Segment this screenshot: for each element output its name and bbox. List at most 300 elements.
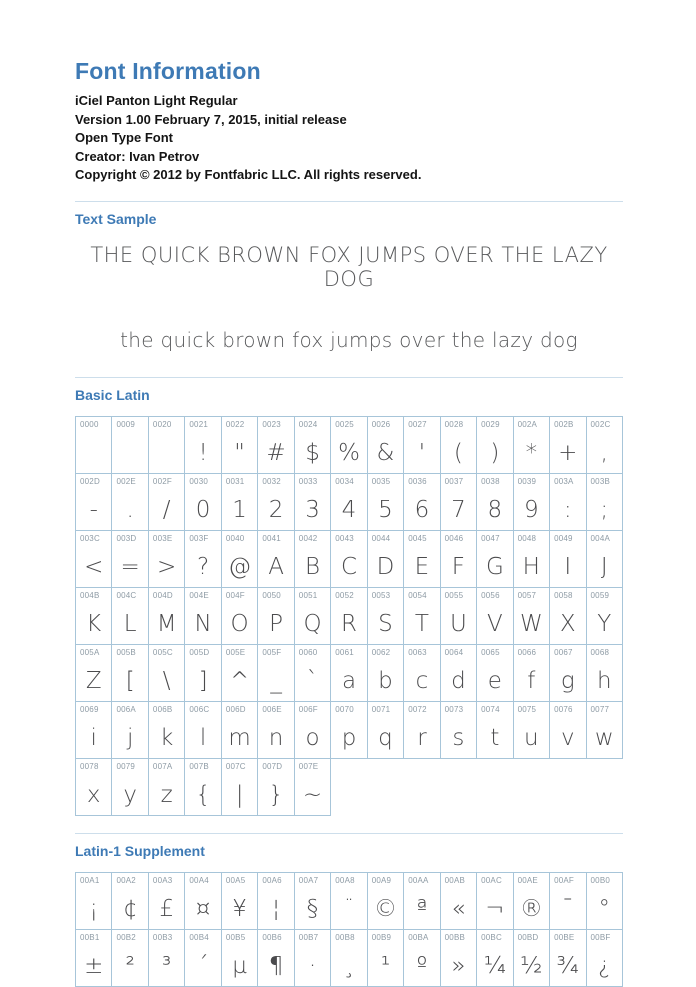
codepoint-label: 0029	[481, 419, 500, 429]
glyph-cell	[112, 930, 148, 987]
glyph-cell	[368, 531, 404, 588]
codepoint-label: 0057	[517, 590, 537, 600]
glyph: 8	[487, 496, 503, 523]
glyph-cell	[477, 645, 513, 702]
glyph: *	[525, 439, 538, 466]
codepoint-label: 0075	[517, 704, 537, 714]
glyph-cell	[441, 930, 477, 987]
codepoint-label: 0033	[298, 476, 318, 486]
glyph: B	[305, 553, 321, 580]
glyph-cell	[514, 645, 550, 702]
glyph-cell	[587, 702, 623, 759]
glyph: ¸	[343, 952, 355, 979]
page-title: Font Information	[75, 58, 261, 84]
glyph: ¾	[556, 952, 579, 979]
glyph-cell	[550, 645, 586, 702]
codepoint-label: 0043	[335, 533, 354, 543]
glyph-cell	[295, 645, 331, 702]
glyph-cell	[295, 930, 331, 987]
glyph-cell	[441, 645, 477, 702]
glyph: {	[195, 781, 211, 808]
glyph-cell	[76, 645, 112, 702]
sample-text-uppercase: THE QUICK BROWN FOX JUMPS OVER THE LAZY DOG	[90, 242, 608, 291]
glyph: ¹	[380, 952, 391, 979]
glyph: C	[340, 553, 358, 580]
codepoint-label: 006D	[225, 704, 246, 714]
codepoint-label: 00A9	[371, 875, 392, 885]
glyph: M	[156, 610, 177, 637]
codepoint-label: 0066	[517, 647, 537, 657]
glyph: ¡	[89, 895, 99, 922]
glyph: -	[89, 496, 98, 523]
glyph: <	[84, 553, 104, 580]
glyph-cell	[112, 588, 148, 645]
codepoint-label: 007D	[262, 761, 283, 771]
glyph: )	[490, 439, 500, 466]
codepoint-label: 00B3	[152, 932, 173, 942]
glyph-cell	[587, 873, 623, 930]
glyph-cell	[587, 474, 623, 531]
glyph-cell	[295, 474, 331, 531]
codepoint-label: 0078	[80, 761, 99, 771]
glyph-cell	[149, 588, 185, 645]
glyph: !	[198, 439, 208, 466]
codepoint-label: 0067	[554, 647, 573, 657]
glyph-cell	[149, 873, 185, 930]
glyph: [	[125, 667, 135, 694]
glyph-cell	[514, 873, 550, 930]
codepoint-label: 0062	[371, 647, 391, 657]
glyph: =	[120, 553, 140, 580]
codepoint-label: 005B	[116, 647, 136, 657]
glyph: t	[490, 724, 500, 751]
glyph: ½	[520, 952, 543, 979]
glyph-cell	[404, 531, 440, 588]
glyph: °	[598, 895, 611, 922]
glyph: l	[199, 724, 207, 751]
glyph-cell	[368, 588, 404, 645]
glyph: Z	[85, 667, 102, 694]
codepoint-label: 00B9	[371, 932, 392, 942]
codepoint-label: 006F	[298, 704, 318, 714]
codepoint-label: 0056	[481, 590, 500, 600]
glyph: r	[417, 724, 427, 751]
codepoint-label: 006E	[262, 704, 282, 714]
glyph-cell	[185, 474, 221, 531]
glyph: ?	[197, 553, 210, 580]
glyph: f	[527, 667, 536, 694]
glyph-cell	[441, 873, 477, 930]
glyph-cell	[112, 702, 148, 759]
glyph: A	[268, 553, 284, 580]
glyph-cell	[550, 588, 586, 645]
glyph: ¥	[232, 895, 247, 922]
glyph-cell	[404, 873, 440, 930]
glyph-cell	[149, 702, 185, 759]
glyph: R	[341, 610, 357, 637]
glyph-cell	[441, 417, 477, 474]
codepoint-label: 00AA	[408, 875, 429, 885]
codepoint-label: 003A	[554, 476, 574, 486]
glyph-cell	[587, 645, 623, 702]
codepoint-label: 0058	[554, 590, 573, 600]
glyph: 0	[195, 496, 211, 523]
glyph-cell	[477, 702, 513, 759]
codepoint-label: 0061	[335, 647, 354, 657]
glyph: T	[414, 610, 429, 637]
codepoint-label: 0026	[371, 419, 391, 429]
glyph: S	[378, 610, 393, 637]
codepoint-label: 007C	[225, 761, 246, 771]
codepoint-label: 003C	[80, 533, 100, 543]
glyph: £	[159, 895, 174, 922]
codepoint-label: 00A6	[262, 875, 282, 885]
codepoint-label: 00B8	[335, 932, 355, 942]
glyph-cell	[258, 417, 294, 474]
codepoint-label: 005F	[262, 647, 282, 657]
codepoint-label: 0042	[298, 533, 318, 543]
glyph-cell	[258, 759, 294, 816]
glyph-cell	[295, 531, 331, 588]
glyph: &	[376, 439, 395, 466]
glyph: ;	[600, 496, 609, 523]
text-sample-heading: Text Sample	[75, 210, 157, 227]
glyph-cell	[76, 474, 112, 531]
glyph-cell	[550, 873, 586, 930]
glyph: ³	[162, 952, 172, 979]
glyph-cell	[185, 930, 221, 987]
glyph-cell	[149, 531, 185, 588]
codepoint-label: 0077	[590, 704, 610, 714]
glyph: x	[86, 781, 101, 808]
glyph: º	[416, 952, 428, 979]
codepoint-label: 0044	[371, 533, 391, 543]
glyph-cell	[112, 417, 148, 474]
glyph: ^	[229, 667, 250, 694]
glyph-cell	[477, 531, 513, 588]
codepoint-label: 0072	[408, 704, 427, 714]
glyph-cell	[331, 531, 367, 588]
codepoint-label: 00B6	[262, 932, 282, 942]
glyph-cell	[258, 873, 294, 930]
glyph: P	[269, 610, 283, 637]
glyph: '	[418, 439, 426, 466]
glyph: Q	[303, 610, 322, 637]
glyph: 3	[305, 496, 320, 523]
glyph-cell	[368, 645, 404, 702]
codepoint-label: 007A	[152, 761, 173, 771]
codepoint-label: 0037	[444, 476, 464, 486]
glyph-cell	[477, 474, 513, 531]
codepoint-label: 007B	[189, 761, 209, 771]
codepoint-label: 00B7	[298, 932, 319, 942]
font-name: iCiel Panton Light Regular	[75, 93, 238, 108]
glyph: I	[564, 553, 572, 580]
codepoint-label: 0049	[554, 533, 573, 543]
glyph-cell	[295, 588, 331, 645]
codepoint-label: 0035	[371, 476, 391, 486]
codepoint-label: 002A	[517, 419, 538, 429]
glyph: o	[305, 724, 320, 751]
basic-latin-glyph-table	[75, 416, 623, 816]
glyph: ¢	[122, 895, 138, 922]
codepoint-label: 0050	[262, 590, 281, 600]
glyph-cell	[404, 645, 440, 702]
glyph: ©	[373, 895, 397, 922]
codepoint-label: 0073	[444, 704, 464, 714]
codepoint-label: 00AC	[481, 875, 502, 885]
glyph-cell	[185, 588, 221, 645]
codepoint-label: 0071	[371, 704, 391, 714]
glyph: m	[228, 724, 251, 751]
glyph: %	[338, 439, 360, 466]
glyph: U	[449, 610, 467, 637]
codepoint-label: 0027	[408, 419, 427, 429]
glyph: 4	[341, 496, 357, 523]
glyph-cell	[441, 588, 477, 645]
glyph-cell	[404, 930, 440, 987]
glyph: "	[234, 439, 245, 466]
glyph-cell	[149, 645, 185, 702]
codepoint-label: 00B2	[116, 932, 136, 942]
glyph-cell	[550, 930, 586, 987]
glyph-cell	[368, 930, 404, 987]
glyph-cell	[76, 873, 112, 930]
glyph: :	[563, 496, 572, 523]
glyph: ·	[308, 952, 317, 979]
codepoint-label: 0040	[225, 533, 245, 543]
glyph-cell	[404, 588, 440, 645]
codepoint-label: 00B1	[80, 932, 100, 942]
codepoint-label: 0032	[262, 476, 281, 486]
glyph-cell	[222, 588, 258, 645]
glyph: +	[558, 439, 578, 466]
glyph: ®	[519, 895, 543, 922]
glyph: n	[268, 724, 284, 751]
codepoint-label: 005C	[152, 647, 173, 657]
codepoint-label: 0064	[444, 647, 464, 657]
codepoint-label: 0000	[80, 419, 99, 429]
codepoint-label: 00A4	[189, 875, 209, 885]
codepoint-label: 005E	[225, 647, 246, 657]
codepoint-label: 004F	[225, 590, 245, 600]
glyph-cell	[514, 474, 550, 531]
codepoint-label: 006B	[152, 704, 173, 714]
glyph-cell	[76, 930, 112, 987]
sample-text-lowercase: the quick brown fox jumps over the lazy dog	[120, 327, 578, 352]
codepoint-label: 0063	[408, 647, 427, 657]
glyph-cell	[514, 930, 550, 987]
glyph-cell	[258, 702, 294, 759]
font-type: Open Type Font	[75, 130, 173, 145]
glyph-cell	[222, 531, 258, 588]
glyph-cell	[404, 417, 440, 474]
glyph: G	[485, 553, 504, 580]
glyph: w	[594, 724, 614, 751]
glyph-cell	[149, 474, 185, 531]
glyph: L	[123, 610, 137, 637]
glyph: 2	[268, 496, 284, 523]
glyph: s	[452, 724, 465, 751]
glyph: X	[559, 610, 576, 637]
glyph: |	[235, 781, 244, 808]
glyph-cell	[295, 702, 331, 759]
glyph: u	[524, 724, 539, 751]
codepoint-label: 003F	[189, 533, 209, 543]
codepoint-label: 0020	[152, 419, 172, 429]
codepoint-label: 00A8	[335, 875, 355, 885]
glyph-cell	[222, 417, 258, 474]
glyph: ¿	[598, 952, 611, 979]
codepoint-label: 00BD	[517, 932, 539, 942]
codepoint-label: 0034	[335, 476, 354, 486]
glyph-cell	[112, 645, 148, 702]
codepoint-label: 00BF	[590, 932, 611, 942]
codepoint-label: 002F	[152, 476, 172, 486]
codepoint-label: 00A2	[116, 875, 136, 885]
glyph-cell	[368, 474, 404, 531]
codepoint-label: 00B5	[225, 932, 246, 942]
glyph-cell	[222, 474, 258, 531]
codepoint-label: 004D	[152, 590, 173, 600]
glyph-cell	[514, 702, 550, 759]
codepoint-label: 0045	[408, 533, 427, 543]
glyph: ±	[84, 952, 104, 979]
glyph-cell	[550, 531, 586, 588]
codepoint-label: 0054	[408, 590, 427, 600]
glyph-cell	[331, 930, 367, 987]
glyph: e	[487, 667, 502, 694]
codepoint-label: 0065	[481, 647, 500, 657]
glyph-cell	[258, 930, 294, 987]
glyph: ¶	[268, 952, 284, 979]
codepoint-label: 0046	[444, 533, 464, 543]
glyph-cell	[368, 873, 404, 930]
glyph-cell	[76, 702, 112, 759]
glyph-cell	[550, 417, 586, 474]
glyph: >	[157, 553, 177, 580]
glyph-cell	[112, 531, 148, 588]
glyph-cell	[295, 873, 331, 930]
codepoint-label: 003D	[116, 533, 137, 543]
glyph: Y	[597, 610, 612, 637]
glyph: N	[194, 610, 212, 637]
glyph-cell	[222, 873, 258, 930]
glyph-cell	[149, 759, 185, 816]
glyph: ²	[125, 952, 135, 979]
glyph-cell	[258, 645, 294, 702]
codepoint-label: 00A1	[80, 875, 100, 885]
glyph: z	[160, 781, 173, 808]
glyph: $	[305, 439, 320, 466]
glyph-cell	[368, 702, 404, 759]
codepoint-label: 0038	[481, 476, 500, 486]
codepoint-label: 0076	[554, 704, 573, 714]
font-creator: Creator: Ivan Petrov	[75, 148, 200, 164]
glyph-cell	[514, 417, 550, 474]
glyph-cell	[587, 417, 623, 474]
codepoint-label: 0074	[481, 704, 500, 714]
glyph: i	[90, 724, 97, 751]
glyph-cell	[514, 588, 550, 645]
glyph: ~	[302, 781, 323, 808]
glyph: K	[86, 610, 102, 637]
codepoint-label: 0048	[517, 533, 537, 543]
glyph-cell	[112, 474, 148, 531]
glyph-cell	[258, 474, 294, 531]
glyph: 5	[378, 496, 393, 523]
glyph: »	[451, 952, 466, 979]
glyph-cell	[222, 759, 258, 816]
glyph: §	[306, 895, 319, 922]
glyph: y	[123, 781, 137, 808]
glyph-cell	[477, 588, 513, 645]
glyph-cell	[222, 930, 258, 987]
glyph: p	[341, 724, 357, 751]
glyph: 7	[451, 496, 466, 523]
glyph: `	[306, 667, 319, 694]
glyph: v	[560, 724, 575, 751]
glyph: ¼	[483, 952, 506, 979]
codepoint-label: 00A3	[152, 875, 173, 885]
codepoint-label: 0070	[335, 704, 354, 714]
glyph-cell	[550, 474, 586, 531]
glyph: H	[522, 553, 540, 580]
codepoint-label: 006A	[116, 704, 136, 714]
glyph-cell	[441, 531, 477, 588]
glyph: j	[126, 724, 134, 751]
glyph: d	[451, 667, 466, 694]
glyph: ,	[600, 439, 608, 466]
glyph-cell	[441, 474, 477, 531]
glyph: 9	[524, 496, 539, 523]
glyph-cell	[185, 759, 221, 816]
codepoint-label: 007E	[298, 761, 319, 771]
codepoint-label: 00AF	[554, 875, 574, 885]
codepoint-label: 00A7	[298, 875, 319, 885]
glyph: ]	[198, 667, 208, 694]
glyph-cell	[477, 873, 513, 930]
glyph: O	[230, 610, 249, 637]
codepoint-label: 0021	[189, 419, 208, 429]
glyph: k	[159, 724, 174, 751]
codepoint-label: 003B	[590, 476, 611, 486]
glyph: h	[596, 667, 612, 694]
glyph-cell	[514, 531, 550, 588]
codepoint-label: 00BA	[408, 932, 429, 942]
codepoint-label: 004C	[116, 590, 137, 600]
glyph: }	[268, 781, 284, 808]
codepoint-label: 002B	[554, 419, 574, 429]
codepoint-label: 00BB	[444, 932, 466, 942]
codepoint-label: 00B4	[189, 932, 209, 942]
codepoint-label: 0051	[298, 590, 318, 600]
basic-latin-heading: Basic Latin	[75, 386, 150, 403]
glyph-cell	[404, 702, 440, 759]
glyph: ¯	[562, 895, 574, 922]
glyph-cell	[185, 645, 221, 702]
glyph-cell	[368, 417, 404, 474]
codepoint-label: 0009	[116, 419, 136, 429]
glyph-cell	[331, 645, 367, 702]
font-version: Version 1.00 February 7, 2015, initial release	[75, 111, 347, 127]
codepoint-label: 00BE	[554, 932, 575, 942]
codepoint-label: 0079	[116, 761, 136, 771]
section-divider	[75, 201, 623, 202]
codepoint-label: 0059	[590, 590, 610, 600]
glyph: F	[451, 553, 465, 580]
glyph-cell	[76, 588, 112, 645]
